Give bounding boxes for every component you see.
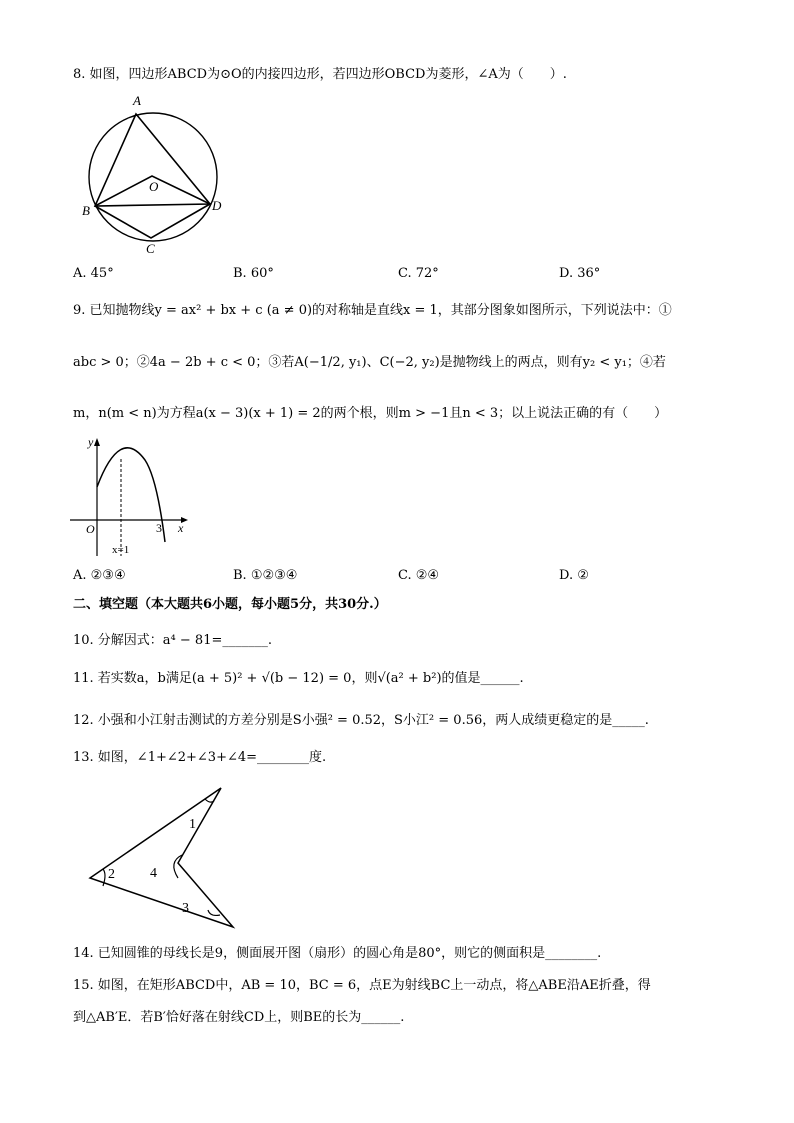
q9-line2: abc > 0；②4a − 2b + c < 0；③若A(−1/2, y₁)、C(−2, y₂)是抛物线上的两点，则有y₂ < y₁；④若 xyxy=(73,355,666,370)
section-2-header: 二、填空题（本大题共6小题，每小题5分，共30分.） xyxy=(73,597,387,612)
q9-line3: m，n(m < n)为方程a(x − 3)(x + 1) = 2的两个根，则m > −1且n < 3；以上说法正确的有（ ） xyxy=(73,406,668,421)
q9-option-d[interactable]: D. ② xyxy=(559,568,589,583)
graph-origin-label: O xyxy=(86,522,95,536)
q13-angle-figure xyxy=(84,784,236,932)
angle-label-2: 2 xyxy=(108,867,115,882)
graph-y-label: y xyxy=(88,435,94,449)
q8-option-a[interactable]: A. 45° xyxy=(73,266,114,281)
parabola-curve xyxy=(97,448,165,542)
angle-1-arc xyxy=(205,799,214,802)
label-b: B xyxy=(82,203,90,218)
q14: 14. 已知圆锥的母线长是9，侧面展开图（扇形）的圆心角是80°，则它的侧面积是________. xyxy=(73,946,602,961)
q15-line2: 到△AB′E．若B′恰好落在射线CD上，则BE的长为______. xyxy=(73,1010,405,1025)
y-axis-arrow-icon xyxy=(94,438,100,446)
q11: 11. 若实数a，b满足(a + 5)² + √(b − 12) = 0，则√(a² + b²)的值是______. xyxy=(73,671,524,686)
angle-label-1: 1 xyxy=(189,817,196,832)
q13-stem: 13. 如图，∠1+∠2+∠3+∠4=________度. xyxy=(73,750,327,765)
angle-label-3: 3 xyxy=(182,901,189,916)
q8-option-c[interactable]: C. 72° xyxy=(398,266,439,281)
q8-option-b[interactable]: B. 60° xyxy=(233,266,274,281)
q12: 12. 小强和小江射击测试的方差分别是S小强² = 0.52，S小江² = 0.56，两人成绩更稳定的是_____. xyxy=(73,713,649,728)
label-a: A xyxy=(133,93,141,108)
q10: 10. 分解因式：a⁴ − 81=_______. xyxy=(73,633,272,648)
q9-option-c[interactable]: C. ②④ xyxy=(398,568,440,583)
q9-parabola-graph xyxy=(70,432,194,558)
q9-option-a[interactable]: A. ②③④ xyxy=(73,568,126,583)
graph-x-label: x xyxy=(178,521,184,535)
graph-root-3-label: 3 xyxy=(156,521,162,535)
label-d: D xyxy=(212,198,222,213)
q9-line1: 9. 已知抛物线y = ax² + bx + c (a ≠ 0)的对称轴是直线x = 1，其部分图象如图所示，下列说法中：① xyxy=(73,303,672,318)
q8-option-d[interactable]: D. 36° xyxy=(559,266,601,281)
q8-stem: 8. 如图，四边形ABCD为⊙O的内接四边形，若四边形OBCD为菱形，∠A为（ ）. xyxy=(73,67,567,82)
concave-quadrilateral xyxy=(90,788,233,927)
q9-option-b[interactable]: B. ①②③④ xyxy=(233,568,298,583)
angle-label-4: 4 xyxy=(150,866,157,881)
label-o: O xyxy=(149,179,159,194)
label-c: C xyxy=(146,241,155,256)
graph-axis-label: x=1 xyxy=(112,544,130,556)
rhombus-lower xyxy=(95,204,210,238)
q15-line1: 15. 如图，在矩形ABCD中，AB = 10，BC = 6，点E为射线BC上一动点，将△ABE沿AE折叠，得 xyxy=(73,978,651,993)
q8-circle-figure xyxy=(78,92,238,256)
